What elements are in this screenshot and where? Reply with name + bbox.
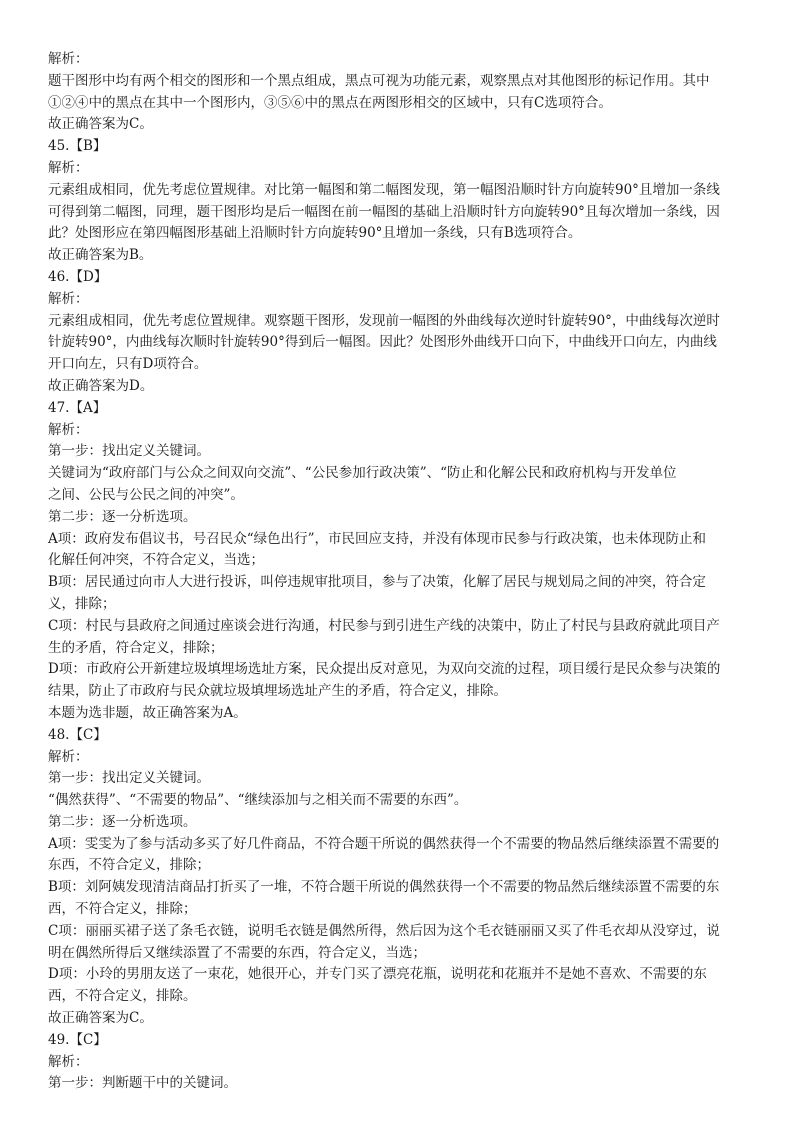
text-line: 明在偶然所得后又继续添置了不需要的东西，符合定义，当选； [48,944,426,961]
text-line: 东西，不符合定义，排除； [48,857,210,874]
text-line: 之间、公民与公民之间的冲突”。 [48,486,244,503]
text-line: A项：雯雯为了参与活动多买了好几件商品，不符合题干所说的偶然获得一个不需要的物品然后继续添置不需要的 [48,835,720,852]
text-line: C项：丽丽买裙子送了条毛衣链，说明毛衣链是偶然所得，然后因为这个毛衣链丽丽又买了件毛衣却从没穿过，说 [48,922,720,939]
question-number-47: 47.【A】 [48,399,107,416]
text-line: 故正确答案为B。 [48,247,153,264]
text-line: 故正确答案为C。 [48,1010,153,1027]
text-line: 第二步：逐一分析选项。 [48,813,197,830]
text-line: 本题为选非题，故正确答案为A。 [48,704,247,721]
text-line: 解析： [48,421,89,438]
text-line: 解析： [48,748,89,765]
text-line: 可得到第二幅图，同理，题干图形均是后一幅图在前一幅图的基础上沿顺时针方向旋转90°且每次增加一条线，因 [48,203,720,220]
text-line: 第二步：逐一分析选项。 [48,508,197,525]
text-line: 西，不符合定义，排除。 [48,988,197,1005]
text-line: B项：刘阿姨发现清洁商品打折买了一堆，不符合题干所说的偶然获得一个不需要的物品然后继续添置不需要的东 [48,879,720,896]
text-line: 解析： [48,51,89,67]
text-line: 针旋转90°，内曲线每次顺时针旋转90°得到后一幅图。因此？处图形外曲线开口向下，中曲线开口向左，内曲线 [48,334,717,351]
text-line: D项：市政府公开新建垃圾填埋场选址方案，民众提出反对意见，为双向交流的过程，项目缓行是民众参与决策的 [48,661,721,678]
text-line: 故正确答案为D。 [48,377,154,394]
question-number-45: 45.【B】 [48,138,107,155]
text-line: ①②④中的黑点在其中一个图形内，③⑤⑥中的黑点在两图形相交的区域中，只有C选项符合。 [48,94,612,111]
text-line: 故正确答案为C。 [48,116,153,133]
question-number-48: 48.【C】 [48,726,107,743]
text-line: 关键词为“政府部门与公众之间双向交流”、“公民参加行政决策”、“防止和化解公民和政府机构与开发单位 [48,465,677,482]
text-line: 西，不符合定义，排除； [48,901,197,918]
question-number-46: 46.【D】 [48,268,108,285]
text-line: 生的矛盾，符合定义，排除； [48,639,224,656]
text-line: C项：村民与县政府之间通过座谈会进行沟通，村民参与到引进生产线的决策中，防止了村民与县政府就此项目产 [48,617,720,634]
text-line: 解析： [48,290,89,307]
text-line: 开口向左，只有D项符合。 [48,356,208,373]
text-line: D项：小玲的男朋友送了一束花，她很开心，并专门买了漂亮花瓶，说明花和花瓶并不是她不喜欢、不需要的东 [48,966,707,983]
text-line: 元素组成相同，优先考虑位置规律。对比第一幅图和第二幅图发现，第一幅图沿顺时针方向旋转90°且增加一条线 [48,181,720,198]
text-line: “偶然获得”、“不需要的物品”、“继续添加与之相关而不需要的东西”。 [48,792,468,809]
text-line: 解析： [48,1053,89,1070]
text-line: 化解任何冲突，不符合定义，当选； [48,552,264,569]
text-line: B项：居民通过向市人大进行投诉，叫停违规审批项目，参与了决策，化解了居民与规划局之间的冲突，符合定 [48,574,706,591]
text-line: 题干图形中均有两个相交的图形和一个黑点组成，黑点可视为功能元素，观察黑点对其他图形的标记作用。其中 [48,72,710,89]
text-line: 第一步：找出定义关键词。 [48,770,210,787]
text-line: A项：政府发布倡议书，号召民众“绿色出行”，市民回应支持，并没有体现市民参与行政决策，也未体现防止和 [48,530,707,547]
question-number-49: 49.【C】 [48,1031,107,1048]
text-line: 结果，防止了市政府与民众就垃圾填埋场选址产生的矛盾，符合定义，排除。 [48,683,507,700]
text-line: 此？处图形应在第四幅图形基础上沿顺时针方向旋转90°且增加一条线，只有B选项符合。 [48,225,582,242]
text-line: 义，排除； [48,595,116,612]
text-line: 解析： [48,159,89,176]
text-line: 元素组成相同，优先考虑位置规律。观察题干图形，发现前一幅图的外曲线每次逆时针旋转90°，中曲线每次逆时 [48,312,720,329]
text-line: 第一步：判断题干中的关键词。 [48,1075,237,1092]
text-line: 第一步：找出定义关键词。 [48,443,210,460]
